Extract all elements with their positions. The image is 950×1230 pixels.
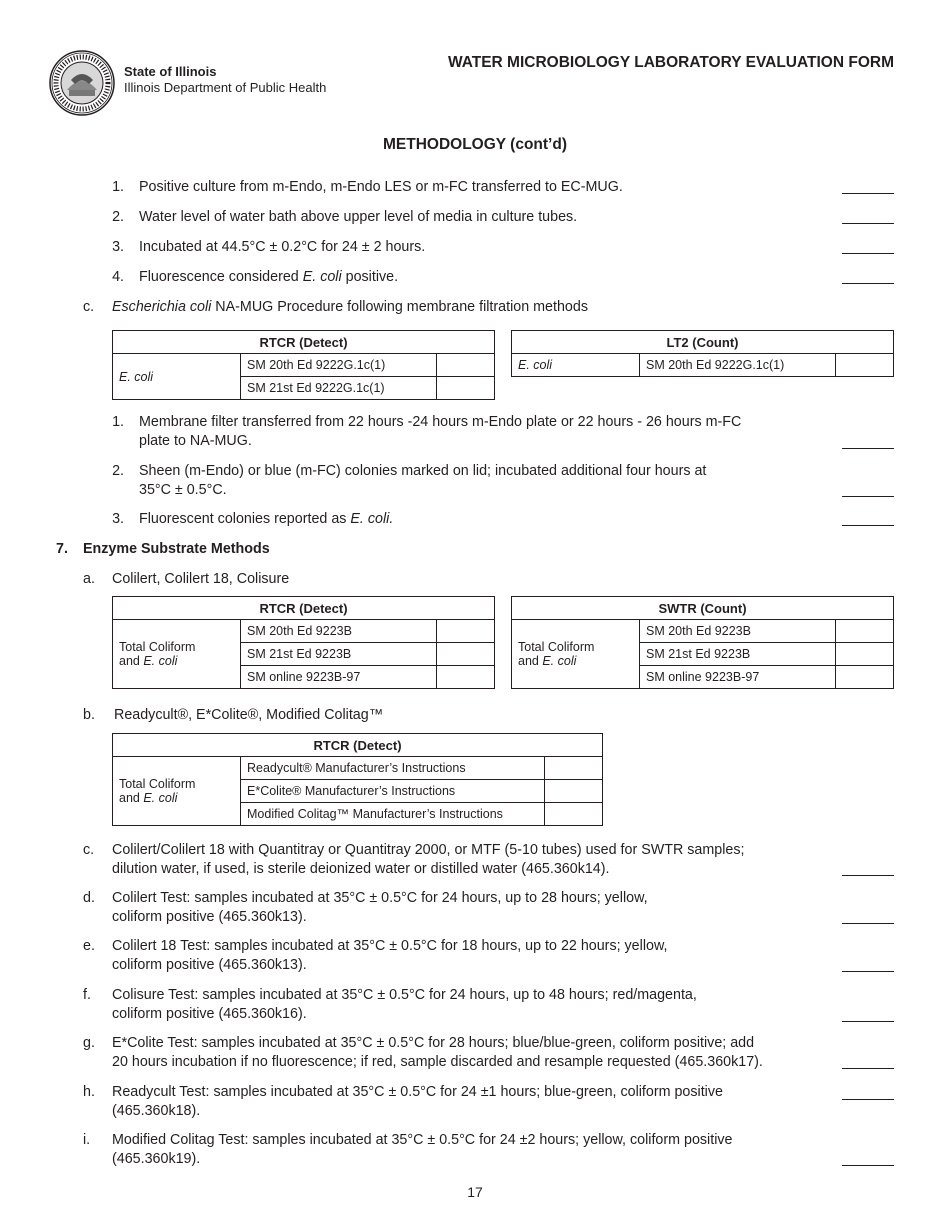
agency-department: Illinois Department of Public Health xyxy=(124,80,327,95)
namug-item-3: Fluorescent colonies reported as E. coli. xyxy=(139,511,394,527)
check-blank[interactable] xyxy=(842,1099,894,1100)
method-cell: SM 20th Ed 9222G.1c(1) xyxy=(640,354,836,377)
namug-procedure-heading: Escherichia coli NA-MUG Procedure following membrane filtration methods xyxy=(112,299,588,315)
check-cell[interactable] xyxy=(836,643,894,666)
check-cell[interactable] xyxy=(545,803,603,826)
enzyme-swtr-table xyxy=(511,596,894,689)
row-label: Total Coliform and E. coli xyxy=(113,620,241,689)
item-7b-heading: Readycult®, E*Colite®, Modified Colitag™ xyxy=(114,707,383,723)
item-7a-heading: Colilert, Colilert 18, Colisure xyxy=(112,571,290,587)
row-label: E. coli xyxy=(512,354,640,377)
ec-mug-item-2: Water level of water bath above upper level of media in culture tubes. xyxy=(139,209,578,225)
check-blank[interactable] xyxy=(842,448,894,449)
item-letter: f. xyxy=(83,987,91,1003)
table-header: RTCR (Detect) xyxy=(113,597,495,620)
item-number: 4. xyxy=(112,269,124,285)
item-letter: i. xyxy=(83,1132,91,1148)
method-cell: SM 20th Ed 9223B xyxy=(640,620,836,643)
item-g-line1: E*Colite Test: samples incubated at 35°C ± 0.5°C for 28 hours; blue/blue-green, coliform positive; add xyxy=(112,1035,755,1051)
item-c-line2: dilution water, if used, is sterile deionized water or distilled water (465.360k14). xyxy=(112,861,610,877)
item-letter: h. xyxy=(83,1084,95,1100)
item-number: 3. xyxy=(112,239,124,255)
method-cell: SM 20th Ed 9223B xyxy=(241,620,437,643)
enzyme-rtcr-table xyxy=(112,596,495,689)
state-seal-icon xyxy=(49,50,115,116)
item-e-line1: Colilert 18 Test: samples incubated at 35°C ± 0.5°C for 18 hours, up to 22 hours; yellow, xyxy=(112,938,668,954)
namug-rtcr-table xyxy=(112,330,495,400)
check-blank[interactable] xyxy=(842,1021,894,1022)
check-cell[interactable] xyxy=(437,354,495,377)
item-i-line2: (465.360k19). xyxy=(112,1151,201,1167)
namug-lt2-table xyxy=(511,330,894,377)
form-title: WATER MICROBIOLOGY LABORATORY EVALUATION FORM xyxy=(447,54,894,71)
table-header: SWTR (Count) xyxy=(512,597,894,620)
namug-item-2-line2: 35°C ± 0.5°C. xyxy=(139,482,227,498)
check-cell[interactable] xyxy=(545,780,603,803)
method-cell: SM online 9223B-97 xyxy=(640,666,836,689)
section-heading: Enzyme Substrate Methods xyxy=(83,541,270,557)
item-letter: e. xyxy=(83,938,95,954)
check-cell[interactable] xyxy=(437,620,495,643)
table-header: RTCR (Detect) xyxy=(113,734,603,757)
ec-mug-item-4: Fluorescence considered E. coli positive. xyxy=(139,269,399,285)
item-d-line2: coliform positive (465.360k13). xyxy=(112,909,307,925)
method-cell: Modified Colitag™ Manufacturer’s Instructions xyxy=(241,803,545,826)
check-blank[interactable] xyxy=(842,1165,894,1166)
item-h-line1: Readycult Test: samples incubated at 35°C ± 0.5°C for 24 ±1 hours; blue-green, coliform positive xyxy=(112,1084,723,1100)
item-number: 1. xyxy=(112,179,124,195)
check-cell[interactable] xyxy=(437,666,495,689)
check-blank[interactable] xyxy=(842,875,894,876)
method-cell: SM 21st Ed 9223B xyxy=(640,643,836,666)
item-letter: c. xyxy=(83,842,95,858)
item-d-line1: Colilert Test: samples incubated at 35°C ± 0.5°C for 24 hours, up to 28 hours; yellow, xyxy=(112,890,648,906)
method-cell: SM 21st Ed 9222G.1c(1) xyxy=(241,377,437,400)
page-number: 17 xyxy=(467,1184,483,1200)
namug-item-1-line2: plate to NA-MUG. xyxy=(139,433,252,449)
item-number: 2. xyxy=(112,209,124,225)
check-blank[interactable] xyxy=(842,193,894,194)
item-number: 2. xyxy=(112,463,124,479)
section-number: 7. xyxy=(56,541,68,557)
table-header: LT2 (Count) xyxy=(512,331,894,354)
section-title: METHODOLOGY (cont’d) xyxy=(383,136,567,153)
item-f-line1: Colisure Test: samples incubated at 35°C ± 0.5°C for 24 hours, up to 48 hours; red/magenta, xyxy=(112,987,697,1003)
check-blank[interactable] xyxy=(842,923,894,924)
item-i-line1: Modified Colitag Test: samples incubated at 35°C ± 0.5°C for 24 ±2 hours; yellow, coliform positive xyxy=(112,1132,733,1148)
check-cell[interactable] xyxy=(836,354,894,377)
method-cell: E*Colite® Manufacturer’s Instructions xyxy=(241,780,545,803)
namug-item-1-line1: Membrane filter transferred from 22 hours -24 hours m-Endo plate or 22 hours - 26 hours m-FC xyxy=(139,414,742,430)
check-blank[interactable] xyxy=(842,253,894,254)
item-letter: b. xyxy=(83,707,95,723)
item-g-line2: 20 hours incubation if no fluorescence; if red, sample discarded and resample requested (465.360k17). xyxy=(112,1054,763,1070)
item-letter: a. xyxy=(83,571,95,587)
item-number: 1. xyxy=(112,414,124,430)
row-label: Total Coliform and E. coli xyxy=(512,620,640,689)
method-cell: SM 20th Ed 9222G.1c(1) xyxy=(241,354,437,377)
item-number: 3. xyxy=(112,511,124,527)
check-blank[interactable] xyxy=(842,223,894,224)
check-blank[interactable] xyxy=(842,971,894,972)
item-letter: g. xyxy=(83,1035,95,1051)
item-h-line2: (465.360k18). xyxy=(112,1103,201,1119)
check-blank[interactable] xyxy=(842,283,894,284)
check-cell[interactable] xyxy=(437,377,495,400)
readycult-rtcr-table xyxy=(112,733,603,826)
check-cell[interactable] xyxy=(836,666,894,689)
ec-mug-item-1: Positive culture from m-Endo, m-Endo LES or m-FC transferred to EC-MUG. xyxy=(139,179,623,195)
row-label: E. coli xyxy=(113,354,241,400)
check-blank[interactable] xyxy=(842,1068,894,1069)
agency-name: State of Illinois xyxy=(124,64,217,79)
item-c-line1: Colilert/Colilert 18 with Quantitray or Quantitray 2000, or MTF (5-10 tubes) used for SWTR samples; xyxy=(112,842,745,858)
table-header: RTCR (Detect) xyxy=(113,331,495,354)
item-letter: c. xyxy=(83,299,95,315)
item-e-line2: coliform positive (465.360k13). xyxy=(112,957,307,973)
item-letter: d. xyxy=(83,890,95,906)
method-cell: SM online 9223B-97 xyxy=(241,666,437,689)
check-cell[interactable] xyxy=(545,757,603,780)
check-cell[interactable] xyxy=(437,643,495,666)
check-cell[interactable] xyxy=(836,620,894,643)
item-f-line2: coliform positive (465.360k16). xyxy=(112,1006,307,1022)
row-label: Total Coliform and E. coli xyxy=(113,757,241,826)
check-blank[interactable] xyxy=(842,496,894,497)
ec-mug-item-3: Incubated at 44.5°C ± 0.2°C for 24 ± 2 hours. xyxy=(139,239,426,255)
namug-item-2-line1: Sheen (m-Endo) or blue (m-FC) colonies marked on lid; incubated additional four hours at xyxy=(139,463,707,479)
check-blank[interactable] xyxy=(842,525,894,526)
method-cell: SM 21st Ed 9223B xyxy=(241,643,437,666)
method-cell: Readycult® Manufacturer’s Instructions xyxy=(241,757,545,780)
